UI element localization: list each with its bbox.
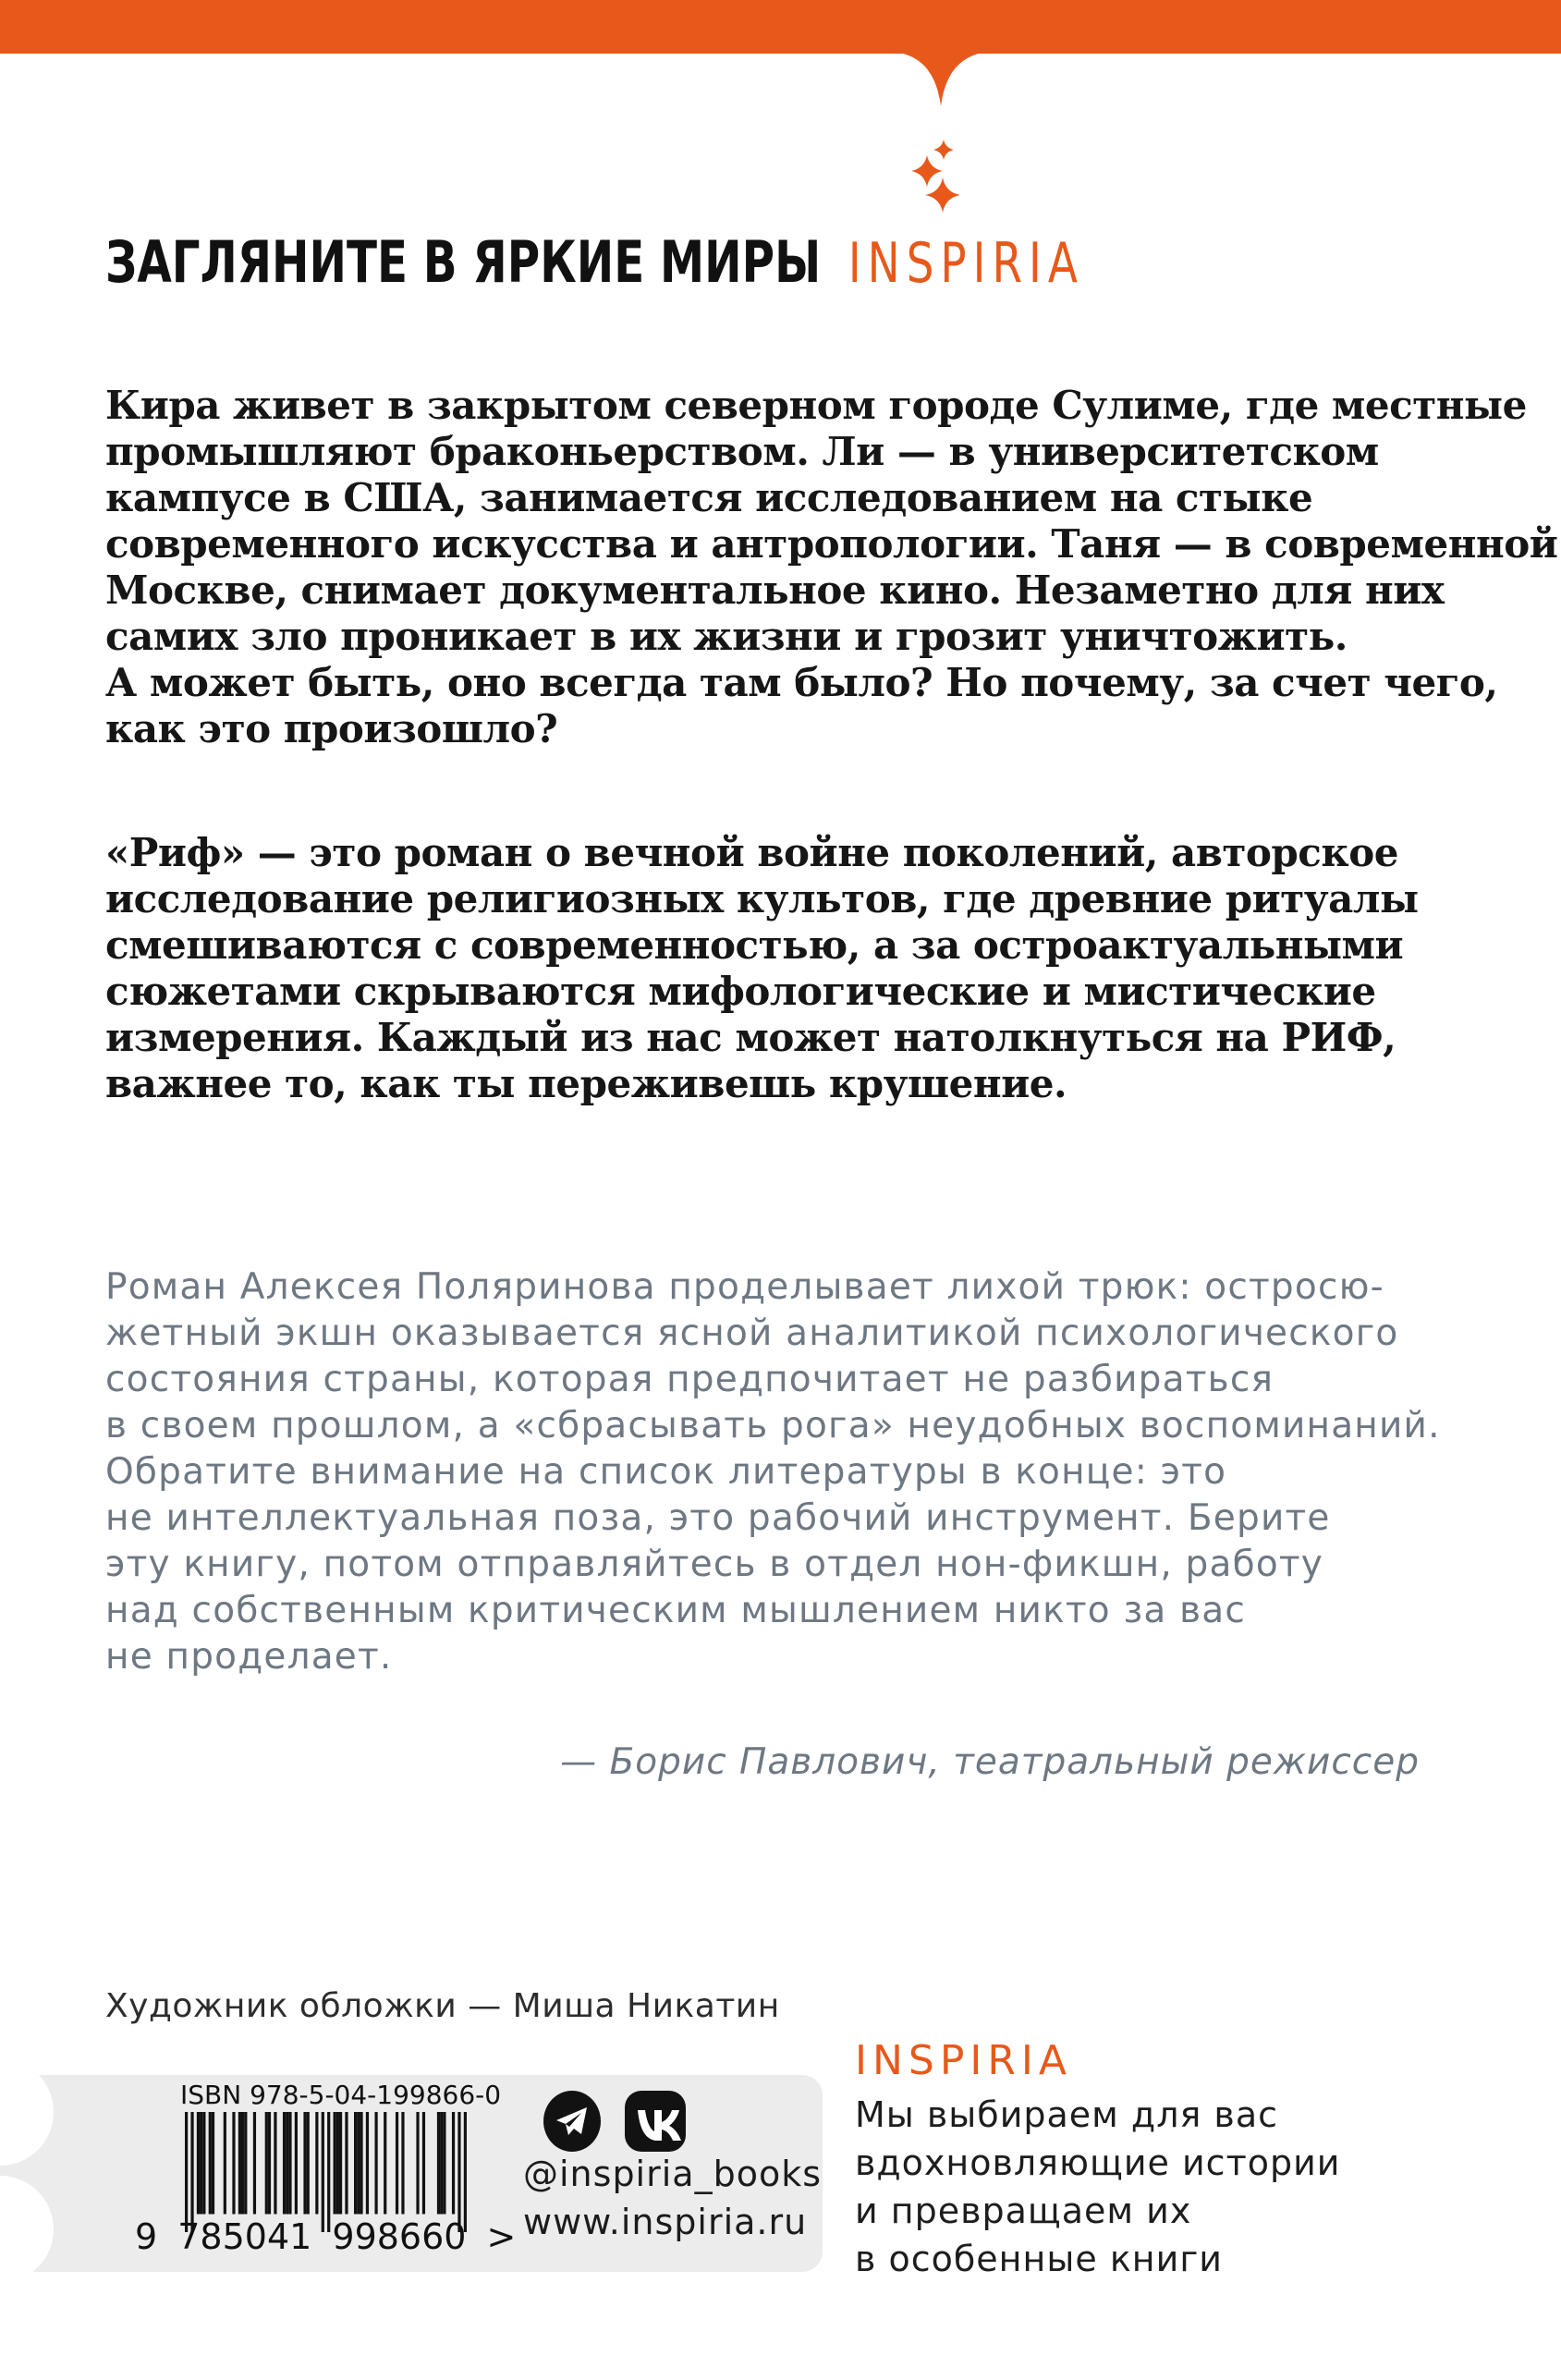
synopsis-line: самих зло проникает в их жизни и грозит уничтожить. bbox=[105, 614, 1348, 659]
review-line: над собственным критическим мышлением никто за вас bbox=[105, 1590, 1246, 1631]
pitch-line: сюжетами скрываются мифологические и мистические bbox=[105, 969, 1376, 1014]
review-line: не проделает. bbox=[105, 1636, 393, 1678]
telegram-icon bbox=[543, 2091, 601, 2152]
cover-artist-credit: Художник обложки — Миша Никатин bbox=[105, 1987, 780, 2025]
barcode-digits: 9 785041 998660 > bbox=[135, 2216, 517, 2257]
pitch-paragraph bbox=[105, 830, 1419, 1107]
pitch-line: исследование религиозных культов, где древние ритуалы bbox=[105, 876, 1419, 921]
publisher-tagline bbox=[855, 2091, 1340, 2283]
synopsis-line: современного искусства и антропологии. Таня — в современной bbox=[105, 521, 1558, 567]
publisher-tagline-line: и превращаем их bbox=[855, 2191, 1192, 2231]
review-line: не интеллектуальная поза, это рабочий инструмент. Берите bbox=[105, 1497, 1331, 1539]
vk-icon bbox=[625, 2091, 686, 2152]
inspiria-wordmark: INSPIRIA bbox=[848, 231, 1084, 296]
masthead-tagline: ЗАГЛЯНИТЕ В ЯРКИЕ МИРЫ bbox=[105, 228, 822, 296]
synopsis-line: Кира живет в закрытом северном городе Сулиме, где местные bbox=[105, 383, 1527, 428]
review-line: Обратите внимание на список литературы в конце: это bbox=[105, 1451, 1227, 1493]
pitch-line: измерения. Каждый из нас может натолкнуться на РИФ, bbox=[105, 1015, 1396, 1060]
website-url: www.inspiria.ru bbox=[523, 2202, 808, 2242]
synopsis-line: промышляют браконьерством. Ли — в университетском bbox=[105, 429, 1379, 474]
ean-barcode bbox=[185, 2112, 467, 2232]
publisher-tagline-line: в особенные книги bbox=[855, 2239, 1223, 2279]
synopsis-line: Москве, снимает документальное кино. Незаметно для них bbox=[105, 568, 1445, 613]
synopsis-line: А может быть, оно всегда там было? Но почему, за счет чего, bbox=[105, 660, 1498, 705]
social-icons bbox=[543, 2091, 686, 2152]
inspiria-sparkles-icon bbox=[887, 129, 998, 216]
top-orange-band bbox=[0, 0, 1561, 54]
review-quote bbox=[105, 1264, 1441, 1680]
synopsis-paragraph bbox=[105, 383, 1557, 752]
masthead bbox=[105, 229, 1084, 296]
synopsis-line: кампусе в США, занимается исследованием на стыке bbox=[105, 475, 1313, 520]
pitch-line: важнее то, как ты переживешь крушение. bbox=[105, 1061, 1067, 1106]
review-line: в своем прошлом, а «сбрасывать рога» неудобных воспоминаний. bbox=[105, 1405, 1441, 1446]
review-line: состояния страны, которая предпочитает не разбираться bbox=[105, 1359, 1274, 1400]
telegram-handle: @inspiria_books bbox=[523, 2154, 823, 2194]
synopsis-line: как это произошло? bbox=[105, 706, 558, 751]
publisher-wordmark: INSPIRIA bbox=[855, 2037, 1072, 2084]
pitch-line: «Риф» — это роман о вечной войне поколений, авторское bbox=[105, 830, 1398, 875]
review-line: жетный экшн оказывается ясной аналитикой психологического bbox=[105, 1312, 1399, 1354]
isbn-label: ISBN 978-5-04-199866-0 bbox=[180, 2080, 502, 2110]
pitch-line: смешиваются с современностью, а за остроактуальными bbox=[105, 922, 1404, 968]
publisher-tagline-line: Мы выбираем для вас bbox=[855, 2094, 1279, 2135]
review-line: Роман Алексея Поляринова проделывает лихой трюк: остросю- bbox=[105, 1266, 1384, 1308]
ink-drip-ornament bbox=[869, 53, 1013, 110]
review-attribution: — Борис Павлович, театральный режиссер bbox=[560, 1741, 1420, 1783]
publisher-tagline-line: вдохновляющие истории bbox=[855, 2142, 1341, 2183]
review-line: эту книгу, потом отправляйтесь в отдел нон-фикшн, работу bbox=[105, 1544, 1324, 1585]
